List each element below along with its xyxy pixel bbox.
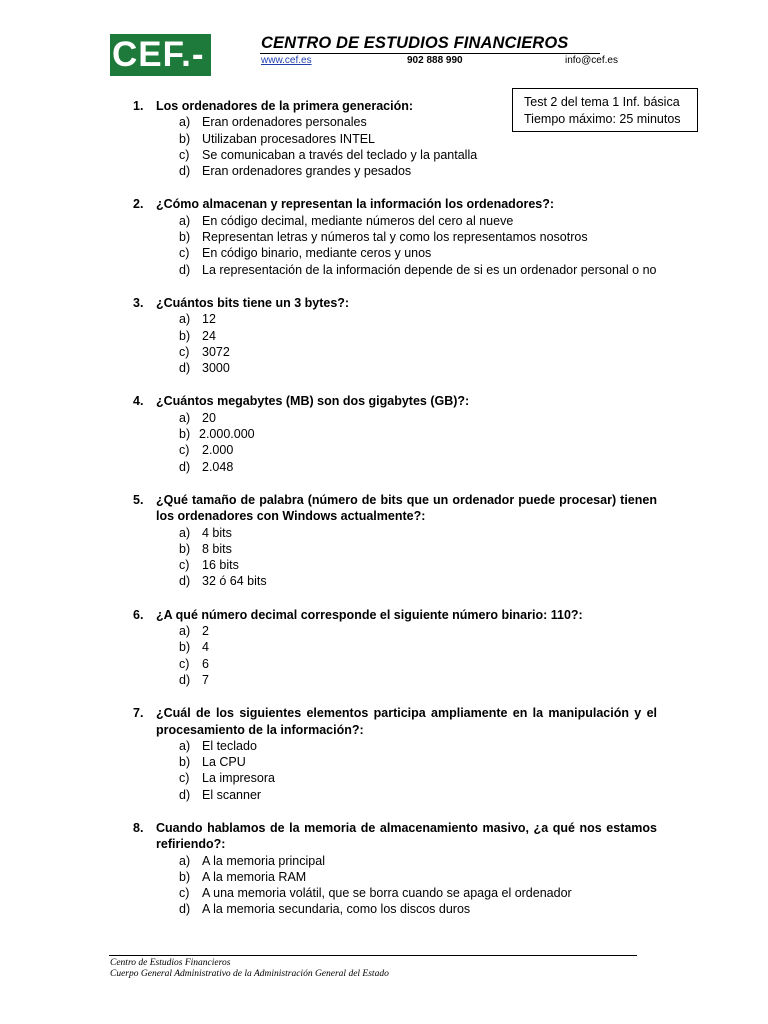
option-text: 2	[202, 624, 209, 639]
question-number: 4.	[133, 394, 144, 409]
option-letter: d)	[179, 902, 191, 917]
option-letter: a)	[179, 115, 191, 130]
option-text: 24	[202, 328, 216, 343]
answer-option	[0, 229, 768, 245]
option-letter: c)	[179, 147, 190, 162]
option-text: A la memoria secundaria, como los discos duros	[202, 902, 471, 917]
option-text: 6	[202, 656, 209, 671]
answer-option	[0, 114, 768, 130]
option-letter: c)	[179, 344, 190, 359]
answer-option	[0, 901, 768, 917]
option-text: Utilizaban procesadores INTEL	[202, 131, 375, 146]
question-2	[0, 196, 768, 277]
answer-option	[0, 623, 768, 639]
answer-option	[0, 787, 768, 803]
option-letter: c)	[179, 246, 190, 261]
question-4	[0, 393, 768, 474]
option-letter: c)	[179, 771, 190, 786]
option-text: En código binario, mediante ceros y unos	[202, 246, 432, 261]
option-letter: b)	[179, 427, 191, 442]
question-text: Los ordenadores de la primera generación:	[156, 99, 414, 113]
option-letter: c)	[179, 443, 190, 458]
question-text: Cuando hablamos de la memoria de almacenamiento masivo, ¿a qué nos estamos refiriendo?:	[156, 820, 657, 852]
option-letter: a)	[179, 624, 191, 639]
option-letter: d)	[179, 574, 191, 589]
answer-option	[0, 754, 768, 770]
answer-option	[0, 163, 768, 179]
option-letter: b)	[179, 230, 191, 245]
option-text: 2.048	[202, 459, 234, 474]
option-letter: b)	[179, 131, 191, 146]
option-text: 4 bits	[202, 525, 232, 540]
question-5	[0, 492, 768, 590]
footer-divider	[109, 955, 637, 956]
answer-option	[0, 344, 768, 360]
question-text: ¿Cuántos megabytes (MB) son dos gigabytes (GB)?:	[156, 394, 470, 409]
option-text: 8 bits	[202, 541, 232, 556]
option-text: Eran ordenadores grandes y pesados	[202, 164, 412, 179]
answer-option	[0, 525, 768, 541]
option-text: 4	[202, 640, 209, 655]
option-letter: b)	[179, 640, 191, 655]
question-3	[0, 295, 768, 376]
answer-option	[0, 459, 768, 475]
answer-option	[0, 262, 768, 278]
answer-option	[0, 869, 768, 885]
option-letter: b)	[179, 541, 191, 556]
option-text: La CPU	[202, 755, 246, 770]
answer-option	[0, 557, 768, 573]
footer-org-name: Centro de Estudios Financieros	[110, 958, 231, 968]
option-text: A la memoria principal	[202, 853, 325, 868]
option-letter: d)	[179, 361, 191, 376]
option-letter: b)	[179, 328, 191, 343]
answer-option	[0, 573, 768, 589]
option-text: 32 ó 64 bits	[202, 574, 267, 589]
answer-option	[0, 213, 768, 229]
answer-option	[0, 885, 768, 901]
answer-option	[0, 541, 768, 557]
answer-option	[0, 442, 768, 458]
question-text: ¿A qué número decimal corresponde el siguiente número binario: 110?:	[156, 607, 583, 622]
answer-option	[0, 426, 768, 442]
option-letter: a)	[179, 410, 191, 425]
website-link[interactable]: www.cef.es	[261, 55, 312, 66]
option-letter: d)	[179, 164, 191, 179]
answer-option	[0, 131, 768, 147]
option-text: 20	[202, 410, 216, 425]
answer-option	[0, 147, 768, 163]
option-text: La representación de la información depende de si es un ordenador personal o no	[202, 262, 657, 277]
option-letter: a)	[179, 213, 191, 228]
option-letter: a)	[179, 525, 191, 540]
option-text: 3072	[202, 344, 230, 359]
question-number: 8.	[133, 820, 144, 835]
test-info-time: Tiempo máximo: 25 minutos	[524, 112, 681, 126]
header-divider	[260, 53, 600, 54]
question-6	[0, 607, 768, 688]
answer-option	[0, 360, 768, 376]
phone-number: 902 888 990	[407, 55, 463, 66]
option-letter: c)	[179, 558, 190, 573]
question-text: ¿Cuántos bits tiene un 3 bytes?:	[156, 295, 350, 310]
test-info-title: Test 2 del tema 1 Inf. básica	[524, 95, 680, 109]
footer-subtitle: Cuerpo General Administrativo de la Administración General del Estado	[110, 969, 389, 979]
option-text: 2.000.000	[199, 427, 255, 442]
option-text: Se comunicaban a través del teclado y la pantalla	[202, 147, 478, 162]
answer-option	[0, 410, 768, 426]
question-number: 3.	[133, 295, 144, 310]
answer-option	[0, 656, 768, 672]
option-text: El teclado	[202, 738, 257, 753]
option-text: 7	[202, 672, 209, 687]
question-number: 6.	[133, 607, 144, 622]
question-number: 5.	[133, 492, 144, 507]
option-text: 2.000	[202, 443, 234, 458]
cef-logo: CEF.-	[110, 34, 211, 76]
question-8	[0, 820, 768, 918]
option-text: 3000	[202, 361, 230, 376]
option-text: 12	[202, 312, 216, 327]
option-text: En código decimal, mediante números del cero al nueve	[202, 213, 514, 228]
question-number: 7.	[133, 706, 144, 721]
option-letter: a)	[179, 738, 191, 753]
option-letter: b)	[179, 869, 191, 884]
answer-option	[0, 639, 768, 655]
question-number: 1.	[133, 99, 144, 113]
option-letter: a)	[179, 853, 191, 868]
question-text: ¿Cuál de los siguientes elementos participa ampliamente en la manipulación y el procesamiento de la información?:	[156, 706, 657, 737]
option-letter: d)	[179, 787, 191, 802]
option-letter: d)	[179, 459, 191, 474]
answer-option	[0, 738, 768, 754]
option-letter: c)	[179, 886, 190, 901]
option-text: 16 bits	[202, 558, 239, 573]
option-text: La impresora	[202, 771, 275, 786]
email-address: info@cef.es	[565, 55, 618, 66]
answer-option	[0, 672, 768, 688]
org-title: CENTRO DE ESTUDIOS FINANCIEROS	[261, 34, 569, 52]
answer-option	[0, 245, 768, 261]
option-letter: c)	[179, 656, 190, 671]
question-text: ¿Cómo almacenan y representan la información los ordenadores?:	[156, 197, 555, 212]
option-letter: d)	[179, 672, 191, 687]
question-text: ¿Qué tamaño de palabra (número de bits que un ordenador puede procesar) tienen los ordenadores con Windows actualmente?:	[156, 492, 657, 524]
question-list	[0, 98, 768, 935]
answer-option	[0, 311, 768, 327]
answer-option	[0, 328, 768, 344]
question-7	[0, 705, 768, 803]
option-letter: b)	[179, 755, 191, 770]
option-text: El scanner	[202, 787, 262, 802]
question-1	[0, 98, 768, 179]
question-number: 2.	[133, 197, 144, 212]
option-text: Representan letras y números tal y como los representamos nosotros	[202, 230, 588, 245]
option-text: A una memoria volátil, que se borra cuando se apaga el ordenador	[202, 886, 572, 901]
option-text: A la memoria RAM	[202, 869, 307, 884]
option-text: Eran ordenadores personales	[202, 115, 367, 130]
option-letter: a)	[179, 312, 191, 327]
option-letter: d)	[179, 262, 191, 277]
answer-option	[0, 770, 768, 786]
answer-option	[0, 853, 768, 869]
